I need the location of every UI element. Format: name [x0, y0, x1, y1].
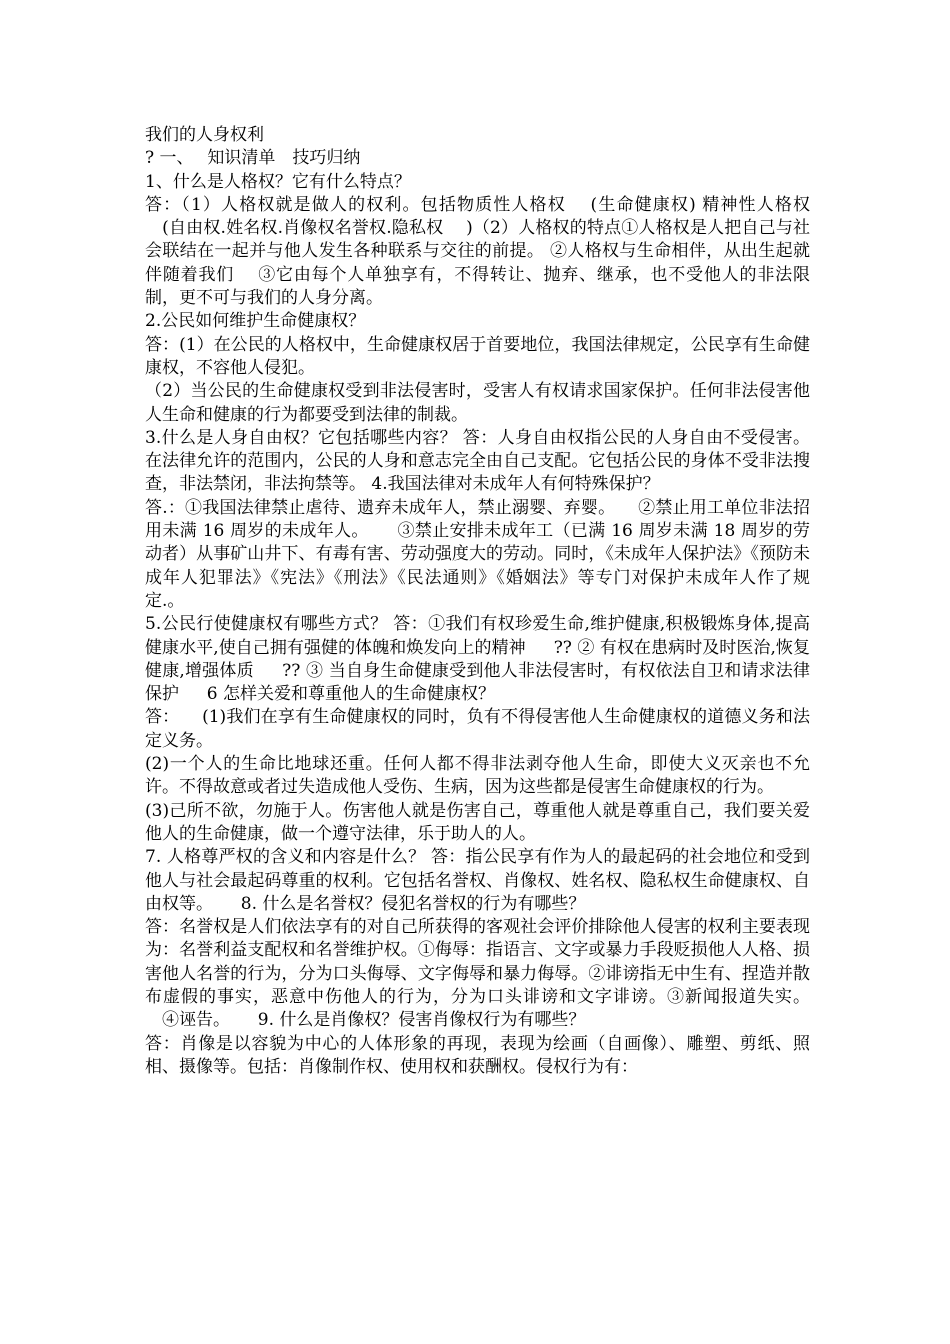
answer-2-part-2: （2）当公民的生命健康权受到非法侵害时，受害人有权请求国家保护。任何非法侵害他人生命和健康的行为都要受到法律的制裁。 [145, 381, 810, 425]
document-body [145, 124, 810, 1079]
question-answer-3: 3.什么是人身自由权？它包括哪些内容？ 答：人身自由权指公民的人身自由不受侵害。在法律允许的范围内，公民的人身和意志完全由自己支配。它包括公民的身体不受非法搜查，非法禁闭，非法拘禁等。 4.我国法律对未成年人有何特殊保护？ [145, 427, 810, 495]
document-title: 我们的人身权利 [145, 125, 264, 145]
question-1: 1、什么是人格权？它有什么特点？ [145, 171, 411, 192]
answer-1: 答：（1）人格权就是做人的权利。包括物质性人格权 (生命健康权) 精神性人格权 (自由权.姓名权.肖像权名誉权.隐私权 )（2）人格权的特点①人格权是人把自己与社会联结在一起并与他人发生各种联系与交往的前提。 ②人格权与生命相伴，从出生起就伴随着我们 ③它由每个人单独享有，不得转让、抛弃、继承，也不受他人的非法限制，更不可与我们的人身分离。 [145, 194, 810, 309]
question-answer-7: 7. 人格尊严权的含义和内容是什么？ 答：指公民享有作为人的最起码的社会地位和受到他人与社会最起码尊重的权利。它包括名誉权、肖像权、姓名权、隐私权生命健康权、自由权等。 8. 什么是名誉权？侵犯名誉权的行为有哪些？ [145, 847, 810, 914]
answer-8: 答：名誉权是人们依法享有的对自己所获得的客观社会评价排除他人侵害的权利主要表现为：名誉利益支配权和名誉维护权。①侮辱：指语言、文字或暴力手段贬损他人人格、损害他人名誉的行为，分为口头侮辱、文字侮辱和暴力侮辱。②诽谤指无中生有、捏造并散布虚假的事实，恶意中伤他人的行为，分为口头诽谤和文字诽谤。③新闻报道失实。 ④诬告。 9. 什么是肖像权？侵害肖像权行为有哪些？ [145, 917, 810, 1031]
section-heading: ? 一、 知识清单 技巧归纳 [145, 148, 361, 169]
answer-2-part-1: 答：(1）在公民的人格权中，生命健康权居于首要地位，我国法律规定，公民享有生命健康权，不容他人侵犯。 [145, 334, 810, 378]
question-2: 2.公民如何维护生命健康权？ [145, 311, 366, 332]
answer-4: 答.：①我国法律禁止虐待、遗弃未成年人，禁止溺婴、弃婴。 ②禁止用工单位非法招用未满 16 周岁的未成年人。 ③禁止安排未成年工（已满 16 周岁未满 18 周岁的劳动者）从事矿山井下、有毒有害、劳动强度大的劳动。同时，《未成年人保护法》《预防未成年人犯罪法》《宪法》《刑法》《民法通则》《婚姻法》等专门对保护未成年人作了规定.。 [145, 497, 810, 611]
answer-6-part-1: 答： (1)我们在享有生命健康权的同时，负有不得侵害他人生命健康权的道德义务和法定义务。 [145, 707, 810, 751]
answer-6-part-2: (2)一个人的生命比地球还重。任何人都不得非法剥夺他人生命，即使大义灭亲也不允许。不得故意或者过失造成他人受伤、生病，因为这些都是侵害生命健康权的行为。 [145, 754, 810, 798]
answer-6-part-3: (3)己所不欲，勿施于人。伤害他人就是伤害自己，尊重他人就是尊重自己，我们要关爱他人的生命健康，做一个遵守法律，乐于助人的人。 [145, 800, 810, 844]
question-answer-5: 5.公民行使健康权有哪些方式？ 答：①我们有权珍爱生命,维护健康,积极锻炼身体,提高健康水平,使自己拥有强健的体魄和焕发向上的精神 ?? ② 有权在患病时及时医治,恢复健康,增强体质 ?? ③ 当自身生命健康受到他人非法侵害时，有权依法自卫和请求法律保护 6 怎样关爱和尊重他人的生命健康权？ [145, 614, 810, 705]
answer-9: 答：肖像是以容貌为中心的人体形象的再现，表现为绘画（自画像）、雕塑、剪纸、照相、摄像等。包括：肖像制作权、使用权和获酬权。侵权行为有： [145, 1033, 810, 1077]
